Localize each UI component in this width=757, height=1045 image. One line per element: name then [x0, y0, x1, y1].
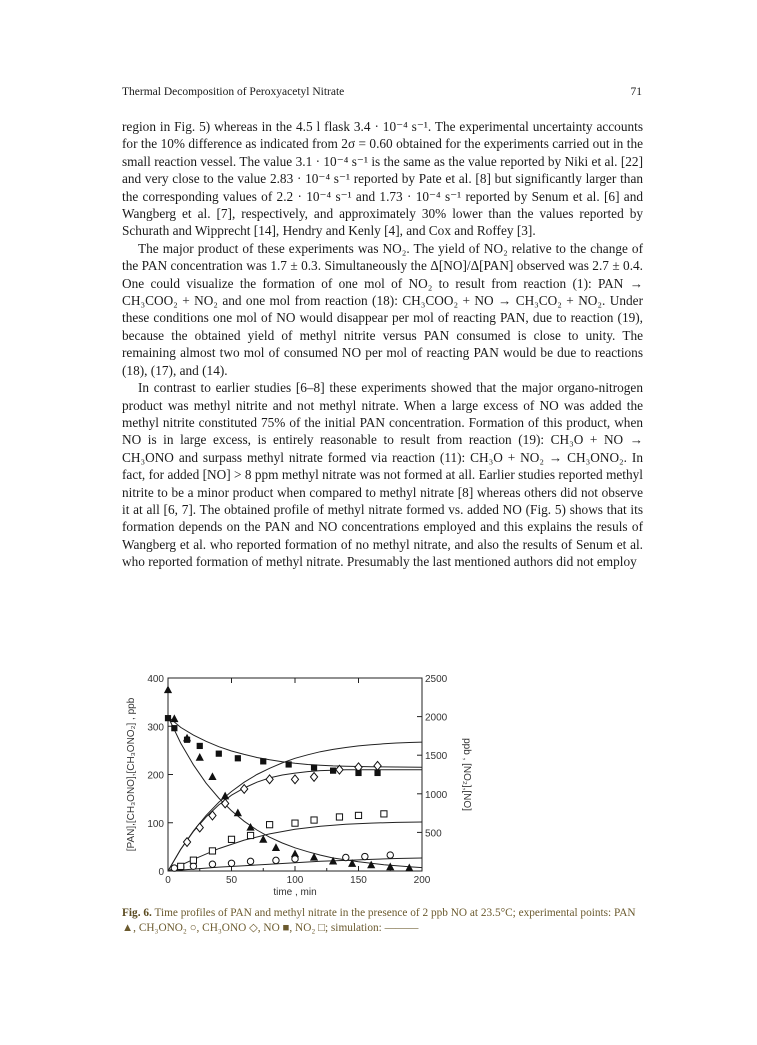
paragraph-2: The major product of these experiments was NO₂. The yield of NO₂ relative to the change of the PAN concentration was 1.7 ± 0.3. Simultaneously the Δ[NO]/Δ[PAN] observed was 2.7 ± 0.4. One could visualize the formation of one mol of NO₂ to result from reaction (1): PAN → CH₃COO₂ + NO₂ and one mol from reaction (18): CH₃COO₂ + NO → CH₃CO₂ + NO₂. Under these conditions one mol of NO would disappear per mol of reacting PAN, due to reaction (19), because the obtained yield of methyl nitrite versus PAN consumed is close to unity. The remaining almost two mol of consumed NO per mol of reacting PAN would be due to reactions (18), (17), and (14).	[122, 240, 643, 378]
left-tick-label: 400	[147, 674, 164, 685]
ch3ono2-point	[209, 861, 215, 867]
no-point	[374, 770, 380, 776]
ch3ono-point	[183, 838, 190, 847]
ch3ono-point	[196, 823, 203, 832]
no2-point	[190, 857, 196, 863]
no-point	[330, 768, 336, 774]
simulation-line-10	[168, 822, 422, 871]
right-tick-label: 2500	[425, 674, 448, 685]
no-point	[355, 770, 361, 776]
no2-point	[355, 812, 361, 818]
left-tick-label: 100	[147, 818, 164, 830]
left-tick-label: 200	[147, 770, 164, 782]
running-title: Thermal Decomposition of Peroxyacetyl Nitrate	[122, 86, 345, 98]
ch3ono-point	[291, 775, 298, 784]
no-point	[184, 737, 190, 743]
left-axis-label: [PAN],[CH₃ONO],[CH₃ONO₂] , ppb	[126, 697, 137, 852]
pan-point	[196, 753, 204, 761]
no2-point	[178, 863, 184, 869]
pan-point	[170, 714, 178, 722]
ch3ono-point	[209, 811, 216, 820]
pan-point	[367, 861, 375, 869]
right-tick-label: 1500	[425, 751, 448, 763]
x-tick-label: 0	[165, 875, 171, 886]
ch3ono2-point	[343, 854, 349, 860]
x-tick-label: 200	[413, 875, 431, 886]
ch3ono2-point	[273, 857, 279, 863]
no-point	[311, 764, 317, 770]
no-point	[260, 758, 266, 764]
x-axis-label: time , min	[273, 887, 317, 898]
no-point	[165, 715, 171, 721]
pan-point	[208, 772, 216, 780]
ch3ono2-point	[171, 865, 177, 871]
simulation-line-5	[168, 717, 422, 868]
figure-6	[122, 666, 643, 901]
no2-point	[311, 817, 317, 823]
no-point	[235, 755, 241, 761]
paragraph-1: region in Fig. 5) whereas in the 4.5 l flask 3.4 · 10⁻⁴ s⁻¹. The experimental uncertainty accounts for the 10% difference as indicated from 2σ = 0.60 obtained for the experiments carried out in the small reaction vessel. The value 3.1 · 10⁻⁴ s⁻¹ is the same as the value reported by Niki et al. [22] and very close to the value 2.83 · 10⁻⁴ s⁻¹ reported by Pate et al. [8] but significantly larger than the corresponding values of 2.2 · 10⁻⁴ s⁻¹ and 1.73 · 10⁻⁴ s⁻¹ reported by Senum et al. [6] and Wangberg et al. [7], respectively, and approximately 30% lower than the values reported by Schurath and Wipprecht [14], Hendry and Kenly [4], and Cox and Roffey [3].	[122, 119, 643, 239]
right-tick-label: 2000	[425, 712, 448, 724]
no2-point	[292, 820, 298, 826]
no-point	[197, 743, 203, 749]
ch3ono-point	[310, 773, 317, 782]
right-axis-label: ppb , [NO₂],[NO]	[461, 738, 472, 811]
pan-point	[221, 792, 229, 800]
ch3ono2-point	[190, 863, 196, 869]
no-point	[216, 751, 222, 757]
ch3ono-point	[241, 785, 248, 794]
left-tick-label: 300	[147, 722, 164, 734]
figure-caption	[122, 906, 643, 936]
no-point	[171, 725, 177, 731]
simulation-line-8	[168, 717, 422, 768]
ch3ono2-point	[228, 860, 234, 866]
right-tick-label: 500	[425, 828, 442, 840]
no2-point	[247, 832, 253, 838]
page-number: 71	[630, 86, 642, 98]
no2-point	[381, 811, 387, 817]
x-tick-label: 50	[225, 875, 238, 886]
ch3ono2-point	[362, 853, 368, 859]
pan-point	[272, 843, 280, 851]
x-tick-label: 100	[286, 875, 304, 886]
body-text	[122, 118, 643, 571]
no2-point	[209, 848, 215, 854]
time-profile-chart	[122, 666, 643, 901]
x-tick-label: 150	[350, 875, 367, 886]
paragraph-3: In contrast to earlier studies [6–8] these experiments showed that the major organo-nitrogen product was methyl nitrite and not methyl nitrate. When a large excess of NO was added the methyl nitrite constituted 75% of the initial PAN concentration. Formation of this product, when NO is in large excess, is entirely reasonable to result from reaction (19): CH₃O + NO → CH₃ONO and surpass methyl nitrate formed via reaction (11): CH₃O + NO₂ → CH₃ONO₂. In fact, for added [NO] > 8 ppm methyl nitrate was not formed at all. Earlier studies reported methyl nitrite to be a minor product when compared to methyl nitrate [8] whereas others did not observe it at all [6, 7]. The obtained profile of methyl nitrate formed vs. added NO (Fig. 5) shows that its formation depends on the PAN and NO concentrations employed and this explains the resuls of Wangberg et al. who reported formation of no methyl nitrate, and also the results of Senum et al. who reported formation of methyl nitrate. Presumably the last mentioned authors did not employ	[122, 380, 643, 570]
pan-point	[164, 685, 172, 693]
left-tick-label: 0	[158, 867, 164, 878]
ch3ono-point	[266, 775, 273, 784]
ch3ono2-point	[292, 856, 298, 862]
no2-point	[336, 814, 342, 820]
ch3ono-point	[374, 761, 381, 770]
ch3ono2-point	[387, 852, 393, 858]
right-tick-label: 1000	[425, 789, 448, 801]
caption-text: Time profiles of PAN and methyl nitrate in the presence of 2 ppb NO at 23.5°C; experimental points: PAN ▲, CH₃ONO₂ ○, CH₃ONO ◇, NO ■, NO₂ □; simulation: ———	[122, 907, 636, 934]
ch3ono2-point	[247, 858, 253, 864]
pan-point	[234, 809, 242, 817]
no-point	[286, 761, 292, 767]
caption-label: Fig. 6.	[122, 907, 152, 919]
pan-point	[386, 863, 394, 871]
no2-point	[267, 822, 273, 828]
no2-point	[228, 836, 234, 842]
